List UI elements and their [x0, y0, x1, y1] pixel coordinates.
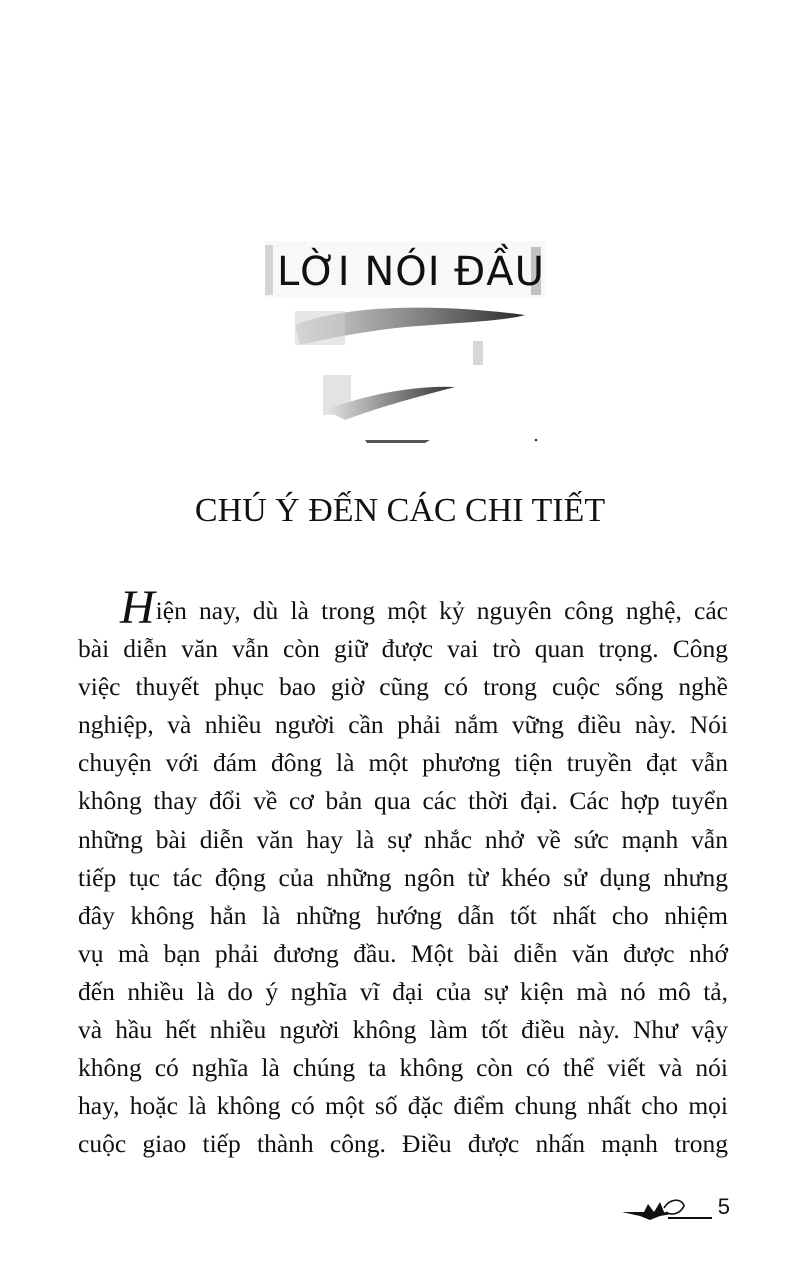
page-footer	[620, 1190, 740, 1230]
section-subtitle: CHÚ Ý ĐẾN CÁC CHI TIẾT	[194, 492, 606, 529]
text-line: không thay đổi về cơ bản qua các thời đại. Các hợp tuyển	[78, 786, 728, 816]
text-line: tiếp tục tác động của những ngôn từ khéo sử dụng nhưng	[78, 862, 728, 892]
text-line: đến nhiều là do ý nghĩa vĩ đại của sự kiện mà nó mô tả,	[78, 976, 728, 1006]
ornament-icon	[620, 1190, 720, 1226]
text-line: những bài diễn văn hay là sự nhắc nhở về sức mạnh vẫn	[78, 824, 728, 854]
text-line: vụ mà bạn phải đương đầu. Một bài diễn văn được nhớ	[78, 938, 728, 968]
drop-cap: H	[120, 581, 155, 634]
chapter-title: LỜI NÓI ĐẦU	[277, 249, 545, 295]
text-line: chuyện với đám đông là một phương tiện truyền đạt vẫn	[78, 748, 728, 778]
text-line: đây không hẳn là những hướng dẫn tốt nhất cho nhiệm	[78, 900, 728, 930]
text-line: cuộc giao tiếp thành công. Điều được nhấn mạnh trong	[78, 1129, 728, 1159]
body-text	[78, 581, 728, 1163]
text-line: bài diễn văn vẫn còn giữ được vai trò quan trọng. Công	[78, 634, 728, 664]
text-line: hay, hoặc là không có một số đặc điểm chung nhất cho mọi	[78, 1091, 728, 1121]
chapter-heading	[255, 235, 555, 455]
text-line: nghiệp, và nhiều người cần phải nắm vững điều này. Nói	[78, 710, 728, 740]
page-number: 5	[717, 1194, 730, 1219]
text-line: và hầu hết nhiều người không làm tốt điều này. Như vậy	[78, 1015, 728, 1045]
text-line: Hiện nay, dù là trong một kỷ nguyên công nghệ, các	[120, 581, 728, 634]
text-line: không có nghĩa là chúng ta không còn có thể viết và nói	[78, 1053, 728, 1083]
text-line: việc thuyết phục bao giờ cũng có trong cuộc sống nghề	[78, 672, 728, 702]
